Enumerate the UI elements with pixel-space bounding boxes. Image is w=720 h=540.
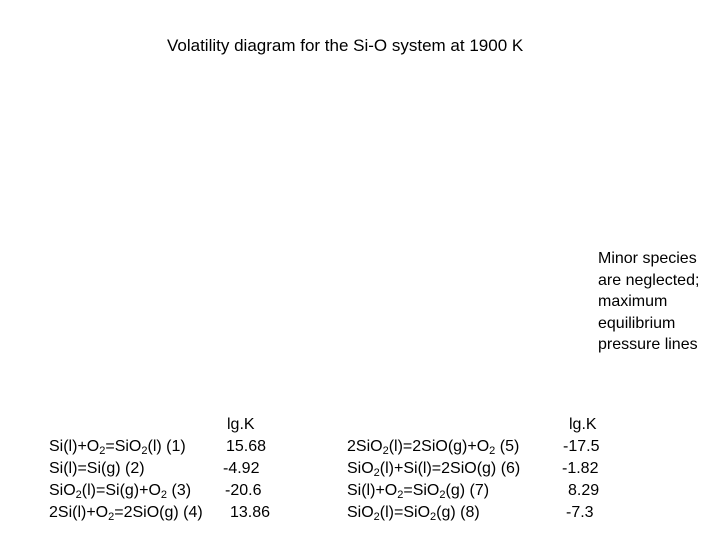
subscript: 2 xyxy=(141,445,148,457)
subscript: 2 xyxy=(382,445,389,457)
reaction-equation: $Si(l)+O_2=SiO_2(l)$ (1) xyxy=(49,438,186,457)
reactions-table-left xyxy=(49,415,289,525)
reaction-row-4 xyxy=(49,503,289,523)
reaction-equation: SiO$_2$(l)=SiO$_2$(g) (8) xyxy=(347,504,480,523)
subscript: 2 xyxy=(489,445,496,457)
neglect-note: Minor species are neglected; maximum equilibrium pressure lines xyxy=(598,250,700,354)
reaction-equation: Si(l)=Si(g) (2) xyxy=(49,460,145,477)
lgk-value: -20.6 xyxy=(225,482,262,499)
lgk-value: 13.86 xyxy=(230,504,271,521)
reaction-row-2 xyxy=(49,459,289,479)
reaction-equation: $Si(l)+O_2=SiO_2(g)$ (7) xyxy=(347,482,490,501)
reaction-row-6 xyxy=(347,459,617,479)
subscript: 2 xyxy=(160,489,168,501)
subscript: 2 xyxy=(373,511,380,523)
lgk-value: -1.82 xyxy=(562,460,599,477)
reaction-row-5 xyxy=(347,437,617,457)
lgk-value: -7.3 xyxy=(566,504,594,521)
subscript: 2 xyxy=(439,489,446,501)
reaction-equation: SiO$_2$(l)+Si(l)=2SiO(g) (6) xyxy=(347,460,521,479)
reaction-row-8 xyxy=(347,503,617,523)
reaction-equation: $2Si(l)+O_2=2SiO(g)$ (4) xyxy=(49,504,203,523)
lgk-value: -17.5 xyxy=(563,438,600,455)
reaction-row-7 xyxy=(347,481,617,501)
subscript: 2 xyxy=(108,511,115,523)
reaction-equation: $SiO_2(l)=Si(g)+O_2$ (3) xyxy=(49,482,192,501)
lgk-header: lg.K xyxy=(227,416,255,433)
subscript: 2 xyxy=(99,445,106,457)
subscript: 2 xyxy=(397,489,404,501)
subscript: 2 xyxy=(373,467,380,479)
subscript: 2 xyxy=(75,489,82,501)
lgk-value: -4.92 xyxy=(223,460,260,477)
reaction-equation: $2SiO_2(l)=2SiO(g)+O_2$ (5) xyxy=(347,438,520,457)
lgk-value: 15.68 xyxy=(226,438,267,455)
reaction-row-1 xyxy=(49,437,289,457)
diagram-title: Volatility diagram for the Si-O system at 1900 K xyxy=(167,36,524,55)
reaction-row-3 xyxy=(49,481,289,501)
lgk-header: lg.K xyxy=(569,416,597,433)
subscript: 2 xyxy=(430,511,437,523)
reactions-table-right xyxy=(347,415,617,525)
lgk-value: 8.29 xyxy=(568,482,600,499)
